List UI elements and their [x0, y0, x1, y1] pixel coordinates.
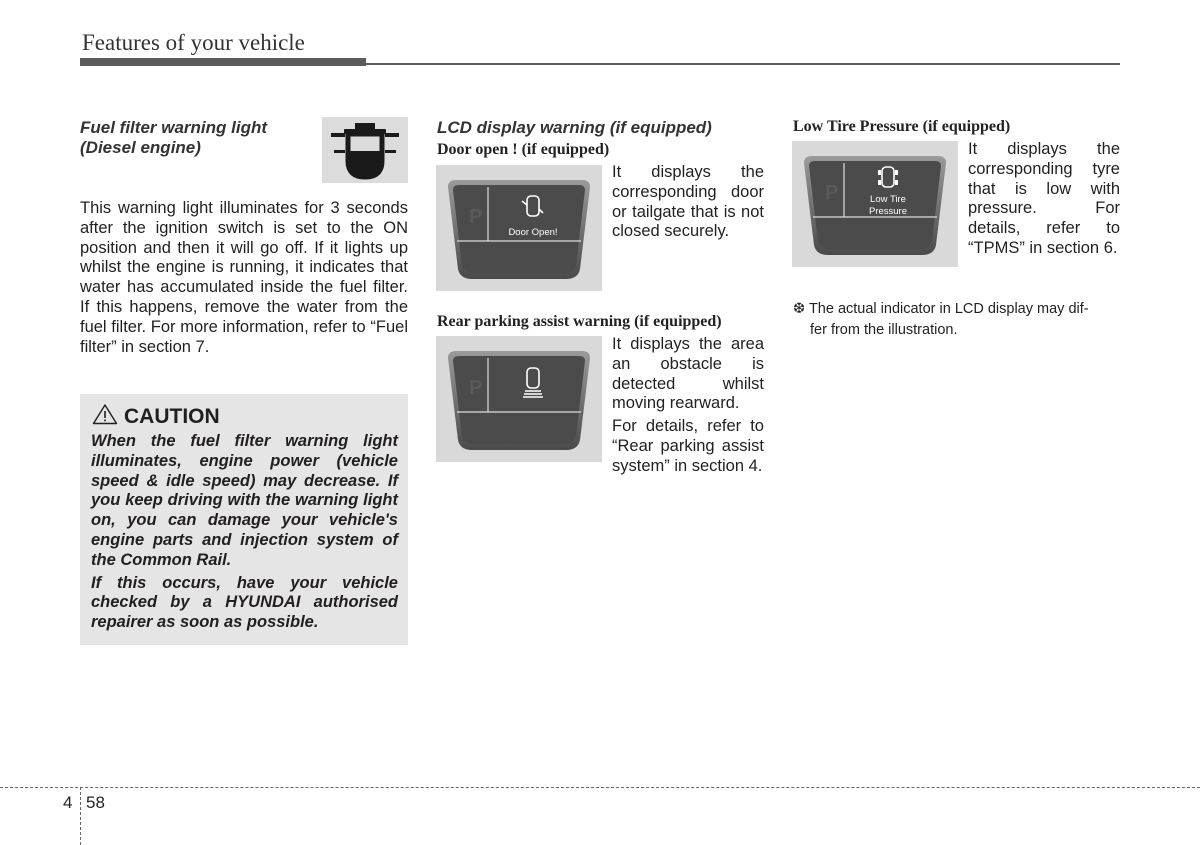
- door-open-display: [436, 165, 602, 291]
- footer-vertical-divider: [80, 787, 81, 845]
- svg-text:P: P: [825, 182, 839, 204]
- fuel-filter-heading: [80, 118, 315, 158]
- svg-text:P: P: [469, 206, 483, 228]
- rear-parking-text: It displays the area an obstacle is detected whilst moving rearward.: [612, 335, 764, 413]
- low-tire-heading: Low Tire Pressure (if equipped): [793, 118, 1011, 135]
- page-title: Features of your vehicle: [82, 30, 305, 55]
- fuel-filter-icon: [322, 117, 408, 183]
- note-symbol-icon: ❆: [793, 301, 806, 317]
- header-rule: [366, 63, 1120, 65]
- door-open-description: It displays the corresponding door or tailgate that is not closed securely.: [612, 163, 764, 241]
- fuel-filter-subtitle: (Diesel engine): [80, 138, 201, 157]
- fuel-filter-title: Fuel filter warning light: [80, 118, 267, 137]
- caution-box: [80, 394, 408, 645]
- warning-triangle-icon: [92, 403, 118, 431]
- door-open-display-text: Door Open!: [508, 227, 558, 238]
- fuel-filter-body: This warning light illuminates for 3 seconds after the ignition switch is set to the ON position and then it will go off. If it lights up whilst the engine is running, it indicates that water has accumulated inside the fuel filter. If this happens, remove the water from the fuel filter. For more information, refer to “Fuel filter” in section 7.: [80, 199, 408, 356]
- low-tire-display-line2: Pressure: [868, 206, 908, 217]
- illustration-note: [793, 299, 1120, 341]
- door-open-heading: Door open ! (if equipped): [437, 141, 610, 158]
- rear-parking-display: [436, 336, 602, 462]
- svg-text:P: P: [469, 377, 483, 399]
- header-bar: [80, 58, 366, 66]
- low-tire-description: It displays the corresponding tyre that is low with pressure. For details, refer to “TPMS” in section 6.: [968, 140, 1120, 257]
- page-number: 58: [86, 793, 105, 812]
- caution-label: CAUTION: [124, 405, 220, 428]
- chapter-number: 4: [63, 793, 73, 812]
- rear-parking-reference: For details, refer to “Rear parking assist system” in section 4.: [612, 417, 764, 475]
- caution-paragraph: If this occurs, have your vehicle checked by a HYUNDAI authorised repairer as soon as possible.: [91, 573, 398, 632]
- caution-body: [91, 432, 398, 636]
- lcd-warning-title: LCD display warning (if equipped): [437, 118, 712, 137]
- caution-heading: [92, 403, 220, 431]
- caution-paragraph: When the fuel filter warning light illuminates, engine power (vehicle speed & idle speed) may decrease. If you keep driving with the warning light on, you can damage your vehicle's engine parts and injection system of the Common Rail.: [91, 432, 398, 569]
- note-text: The actual indicator in LCD display may dif-: [808, 301, 1089, 317]
- rear-parking-description: [612, 335, 764, 480]
- footer-divider: [0, 787, 1200, 788]
- low-tire-display: [792, 141, 958, 267]
- rear-parking-heading: Rear parking assist warning (if equipped): [437, 313, 722, 330]
- note-line-cont: fer from the illustration.: [810, 322, 958, 338]
- note-line: [793, 299, 1120, 320]
- low-tire-display-line1: Low Tire: [870, 194, 906, 205]
